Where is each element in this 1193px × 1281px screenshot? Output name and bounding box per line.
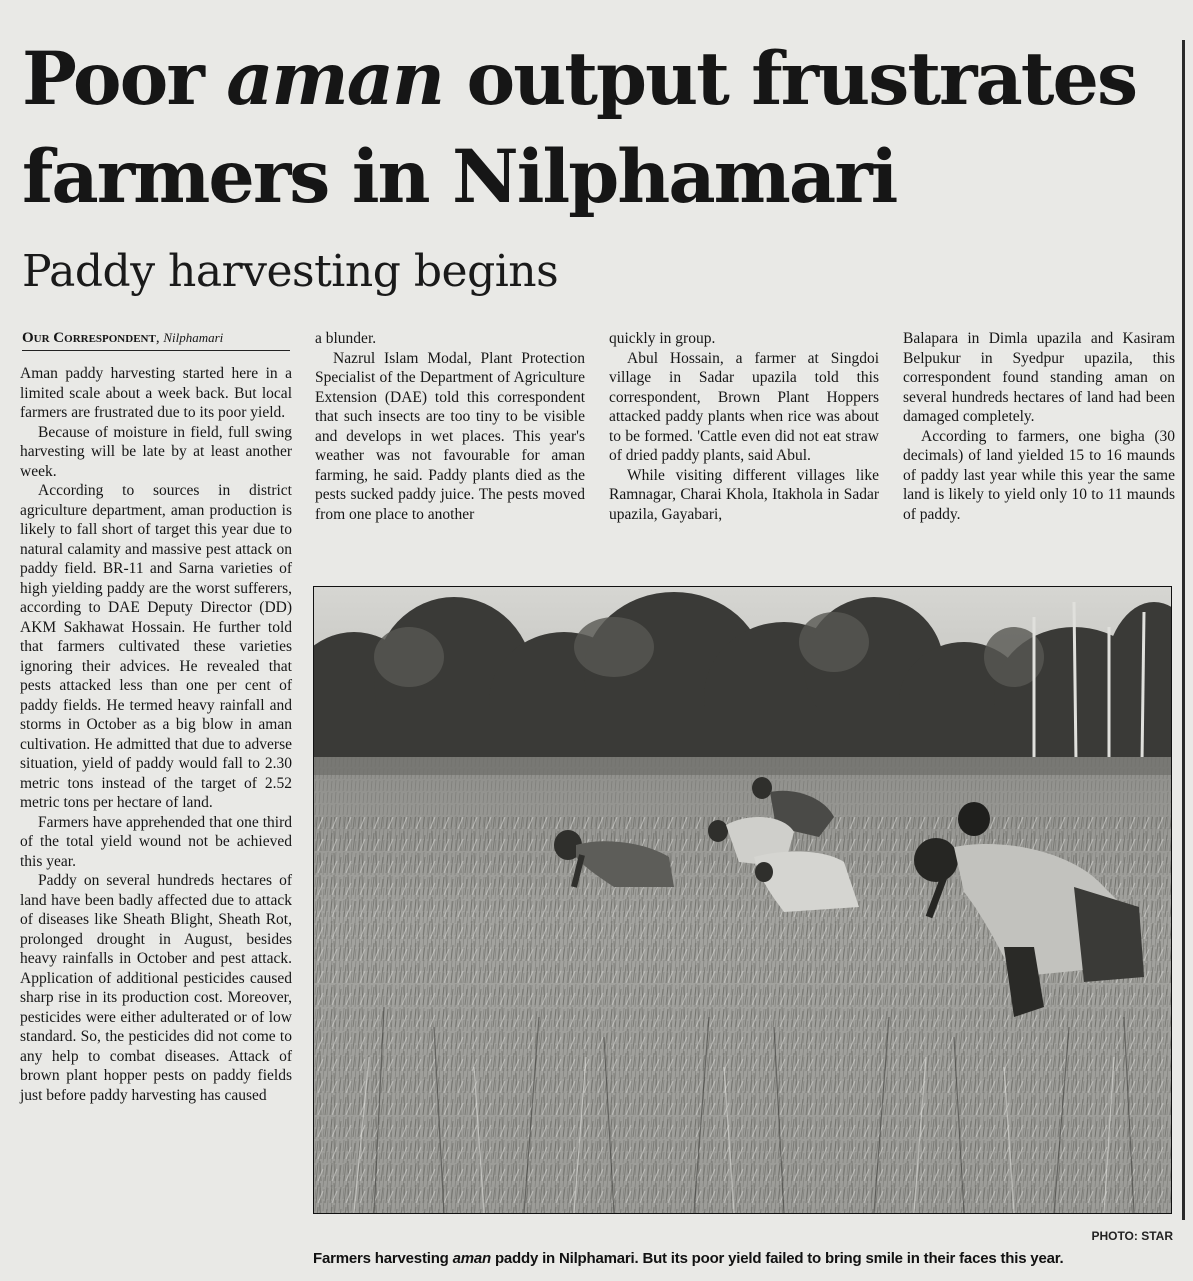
caption-italic-word: aman	[452, 1250, 491, 1267]
news-photo	[313, 586, 1172, 1214]
subheadline: Paddy harvesting begins	[22, 246, 559, 297]
article-paragraph: quickly in group.	[609, 330, 716, 347]
photo-caption	[313, 1249, 1183, 1269]
paddy-field-photo	[314, 587, 1171, 1213]
headline-text: output frustrates	[443, 36, 1137, 122]
article-paragraph: Paddy on several hundreds hectares of land have been badly affected due to attack of diseases like Sheath Blight, Sheath Rot, prolonged drought in August, besides heavy rainfalls in October and pest attack. Application of additional pesticides caused sharp rise in its production cost. Moreover, pesticides were either adulterated or of low standard. So, the pesticides did not come to any help to combat diseases. Attack of brown plant hopper pests on paddy fields just before paddy harvesting has caused	[20, 872, 292, 1104]
byline-separator: ,	[155, 330, 164, 346]
article-paragraph: Farmers have apprehended that one third of the total yield wound not be achieved this year.	[20, 813, 292, 870]
byline	[22, 328, 290, 351]
article-paragraph: Aman paddy harvesting started here in a limited scale about a week back. But local farmers are frustrated due to its poor yield.	[20, 365, 292, 421]
show-through-text	[330, 4, 930, 22]
caption-text: Farmers harvesting	[313, 1250, 453, 1267]
headline	[22, 30, 1182, 226]
article-paragraph: While visiting different villages like Ramnagar, Charai Khola, Itakhola in Sadar upazila, Gayabari,	[609, 466, 879, 523]
byline-place: Nilphamari	[163, 330, 224, 345]
headline-italic-word: aman	[226, 36, 444, 122]
article-column-3	[609, 329, 879, 524]
caption-text: paddy in Nilphamari. But its poor yield failed to bring smile in their faces this year.	[490, 1250, 1064, 1267]
headline-line-1	[22, 30, 1182, 128]
article-paragraph: According to sources in district agriculture department, aman production is likely to fall short of target this year due to natural calamity and massive pest attack on paddy field. BR-11 and Sarna varieties of high yielding paddy are the worst sufferers, according to DAE Deputy Director (DD) AKM Sakhawat Hossain. He further told that farmers cultivated these varieties ignoring their advices. He revealed that pests attacked less than one per cent of paddy fields. He termed heavy rainfall and storms in October as a big blow in aman cultivation. He admitted that due to adverse situation, yield of paddy would fall to 2.30 metric tons instead of the target of 2.52 metric tons per hectare of land.	[20, 482, 292, 811]
article-column-4	[903, 329, 1175, 524]
article-paragraph: According to farmers, one bigha (30 decimals) of land yielded 15 to 16 maunds of paddy last year while this year the same land is likely to yield only 10 to 11 maunds of paddy.	[903, 427, 1175, 523]
article-column-2	[315, 329, 585, 524]
headline-text: Poor	[22, 36, 227, 122]
column-rule	[1182, 40, 1185, 1220]
article-column-1	[20, 364, 292, 1105]
article-paragraph: Abul Hossain, a farmer at Singdoi village in Sadar upazila told this correspondent, Brown Plant Hoppers attacked paddy plants when rice was about to be formed. 'Cattle even did not eat straw of dried paddy plants, said Abul.	[609, 349, 879, 464]
headline-line-2: farmers in Nilphamari	[22, 134, 897, 220]
article-paragraph: Balapara in Dimla upazila and Kasiram Belpukur in Syedpur upazila, this correspondent found standing aman on several hundreds hectares of land had been damaged completely.	[903, 330, 1175, 425]
article-paragraph: a blunder.	[315, 330, 377, 347]
article-paragraph: Nazrul Islam Modal, Plant Protection Specialist of the Department of Agriculture Extension (DAE) told this correspondent that such insects are too tiny to be visible and develops in wet places. This year's weather was not favourable for aman farming, he said. Paddy plants died as the pests sucked paddy juice. The pests moved from one place to another	[315, 349, 585, 523]
article-paragraph: Because of moisture in field, full swing harvesting will be late by at least another week.	[20, 423, 292, 480]
byline-author: Our Correspondent	[22, 330, 156, 346]
photo-credit: PHOTO: STAR	[1091, 1229, 1173, 1243]
